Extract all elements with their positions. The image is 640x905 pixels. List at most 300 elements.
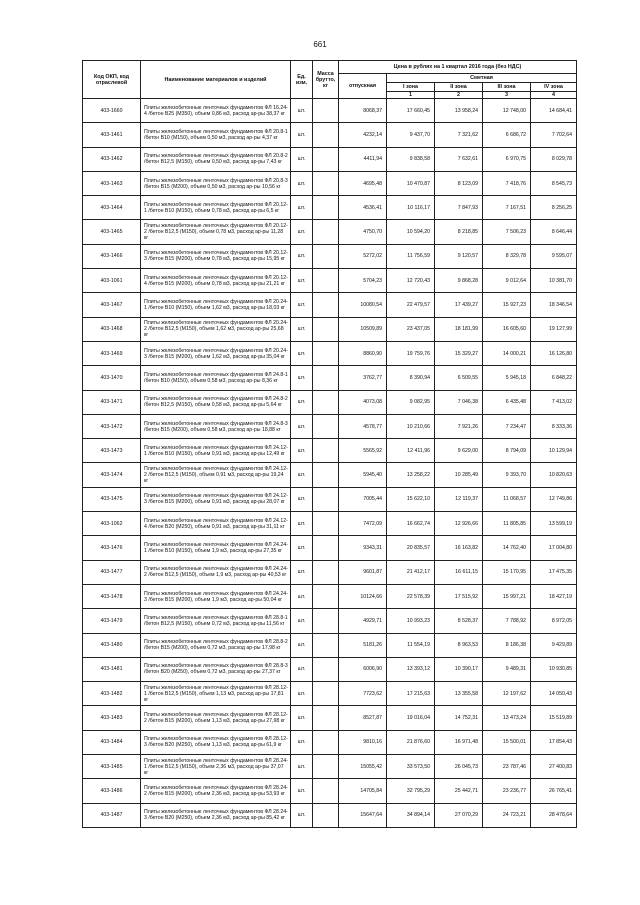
row-release-price: 10080,54	[339, 293, 387, 317]
row-zone-1-price: 11 756,59	[387, 244, 435, 268]
row-release-price: 7472,09	[339, 512, 387, 536]
row-zone-1-price: 32 795,29	[387, 779, 435, 803]
row-name: Плиты железобетонные ленточных фундаментов ФЛ 24.12-4 /бетон В20 (М250), объем 0,91 м3, расход ар-ры 31,11 кг	[141, 512, 291, 536]
row-zone-2-price: 10 285,49	[435, 463, 483, 487]
row-mass	[313, 293, 339, 317]
row-zone-4-price: 9 429,89	[531, 633, 577, 657]
row-unit: шт.	[291, 512, 313, 536]
table-row	[83, 682, 577, 706]
row-zone-4-price: 7 413,02	[531, 390, 577, 414]
table-row	[83, 755, 577, 779]
row-zone-1-price: 33 573,50	[387, 755, 435, 779]
row-mass	[313, 560, 339, 584]
row-zone-4-price: 8 029,78	[531, 147, 577, 171]
row-release-price: 4750,70	[339, 220, 387, 244]
row-zone-2-price: 12 926,66	[435, 512, 483, 536]
zone-2-header: II зона	[435, 83, 483, 92]
row-mass	[313, 487, 339, 511]
row-unit: шт.	[291, 463, 313, 487]
row-zone-3-price: 13 473,24	[483, 706, 531, 730]
row-code: 403-1479	[83, 609, 141, 633]
row-name: Плиты железобетонные ленточных фундаментов ФЛ 28.8-1 /бетон В12,5 (М150), объем 0,72 м3, расход ар-ры 11,56 кг	[141, 609, 291, 633]
table-row	[83, 560, 577, 584]
row-zone-3-price: 7 788,92	[483, 609, 531, 633]
row-zone-3-price: 23 787,46	[483, 755, 531, 779]
row-zone-2-price: 17 515,92	[435, 584, 483, 608]
row-name: Плиты железобетонные ленточных фундаментов ФЛ 16.24-4 /бетон В25 (М350), объем 0,86 м3, расход ар-ры 38,37 кг	[141, 99, 291, 123]
row-zone-2-price: 16 163,82	[435, 536, 483, 560]
table-row	[83, 147, 577, 171]
row-mass	[313, 196, 339, 220]
row-zone-3-price: 23 236,77	[483, 779, 531, 803]
row-name: Плиты железобетонные ленточных фундаментов ФЛ 24.12-1 /бетон В10 (М150), объем 0,91 м3, расход ар-ры 12,49 кг	[141, 439, 291, 463]
row-mass	[313, 123, 339, 147]
row-zone-2-price: 8 963,53	[435, 633, 483, 657]
row-unit: шт.	[291, 196, 313, 220]
row-zone-2-price: 27 070,29	[435, 803, 483, 827]
row-code: 403-1482	[83, 682, 141, 706]
table-body	[83, 99, 577, 828]
row-release-price: 9810,16	[339, 730, 387, 754]
row-zone-3-price: 16 605,60	[483, 317, 531, 341]
row-zone-3-price: 8 186,38	[483, 633, 531, 657]
row-zone-2-price: 13 355,58	[435, 682, 483, 706]
row-code: 403-1061	[83, 269, 141, 293]
row-mass	[313, 341, 339, 365]
row-zone-3-price: 15 170,95	[483, 560, 531, 584]
row-unit: шт.	[291, 244, 313, 268]
table-row	[83, 171, 577, 195]
row-zone-3-price: 7 506,23	[483, 220, 531, 244]
row-release-price: 8527,87	[339, 706, 387, 730]
row-zone-1-price: 10 116,17	[387, 196, 435, 220]
row-zone-1-price: 16 662,74	[387, 512, 435, 536]
row-zone-4-price: 10 381,70	[531, 269, 577, 293]
price-table	[82, 60, 577, 828]
row-release-price: 5704,23	[339, 269, 387, 293]
row-name: Плиты железобетонные ленточных фундаментов ФЛ 28.12-3 /бетон В20 (М250), объем 1,13 м3, расход ар-ры 61,9 кг	[141, 730, 291, 754]
col-price-header: Цена в рублях на 1 квартал 2016 года (без НДС)	[339, 61, 577, 74]
row-name: Плиты железобетонные ленточных фундаментов ФЛ 28.24-2 /бетон В15 (М200), объем 2,36 м3, расход ар-ры 53,93 кг	[141, 779, 291, 803]
row-code: 403-1470	[83, 366, 141, 390]
row-mass	[313, 414, 339, 438]
row-unit: шт.	[291, 439, 313, 463]
row-release-price: 4232,14	[339, 123, 387, 147]
row-unit: шт.	[291, 682, 313, 706]
row-zone-3-price: 6 435,48	[483, 390, 531, 414]
row-name: Плиты железобетонные ленточных фундаментов ФЛ 20.8-2 /бетон В12,5 (М150), объем 0,50 м3, расход ар-ры 7,43 кг	[141, 147, 291, 171]
row-unit: шт.	[291, 317, 313, 341]
row-unit: шт.	[291, 633, 313, 657]
table-row	[83, 609, 577, 633]
row-name: Плиты железобетонные ленточных фундаментов ФЛ 20.12-4 /бетон В15 (М200), объем 0,78 м3, расход ар-ры 21,21 кг	[141, 269, 291, 293]
row-zone-3-price: 7 418,76	[483, 171, 531, 195]
row-code: 403-1660	[83, 99, 141, 123]
row-unit: шт.	[291, 560, 313, 584]
row-release-price: 5272,02	[339, 244, 387, 268]
row-code: 403-1484	[83, 730, 141, 754]
row-zone-2-price: 15 329,27	[435, 341, 483, 365]
table-row	[83, 633, 577, 657]
row-name: Плиты железобетонные ленточных фундаментов ФЛ 20.12-1 /бетон В10 (М150), объем 0,78 м3, расход ар-ры 6,5 кг	[141, 196, 291, 220]
row-zone-2-price: 14 752,31	[435, 706, 483, 730]
row-unit: шт.	[291, 123, 313, 147]
table-row	[83, 463, 577, 487]
row-code: 403-1467	[83, 293, 141, 317]
row-code: 403-1466	[83, 244, 141, 268]
row-mass	[313, 366, 339, 390]
row-zone-1-price: 22 479,57	[387, 293, 435, 317]
col-unit-header: Ед. изм.	[291, 61, 313, 99]
row-zone-1-price: 34 894,14	[387, 803, 435, 827]
row-name: Плиты железобетонные ленточных фундаментов ФЛ 24.12-2 /бетон В12,5 (М150), объем 0,91 м3, расход ар-ры 19,24 кг	[141, 463, 291, 487]
table-row	[83, 220, 577, 244]
row-code: 403-1461	[83, 123, 141, 147]
row-name: Плиты железобетонные ленточных фундаментов ФЛ 24.8-1 /бетон В10 (М150), объем 0,58 м3, расход ар-ры 8,36 кг	[141, 366, 291, 390]
row-zone-4-price: 8 545,73	[531, 171, 577, 195]
table-row	[83, 706, 577, 730]
row-zone-4-price: 10 820,63	[531, 463, 577, 487]
row-zone-1-price: 9 838,58	[387, 147, 435, 171]
row-release-price: 9601,87	[339, 560, 387, 584]
row-release-price: 10509,89	[339, 317, 387, 341]
row-name: Плиты железобетонные ленточных фундаментов ФЛ 24.24-1 /бетон В10 (М150), объем 1,9 м3, расход ар-ры 27,35 кг	[141, 536, 291, 560]
table-row	[83, 196, 577, 220]
table-row	[83, 536, 577, 560]
row-code: 403-1465	[83, 220, 141, 244]
row-zone-2-price: 25 442,71	[435, 779, 483, 803]
row-release-price: 8860,90	[339, 341, 387, 365]
row-release-price: 14705,84	[339, 779, 387, 803]
row-code: 403-1477	[83, 560, 141, 584]
row-code: 403-1475	[83, 487, 141, 511]
row-zone-2-price: 7 921,26	[435, 414, 483, 438]
row-unit: шт.	[291, 657, 313, 681]
col-number: 1	[387, 92, 435, 99]
row-release-price: 4578,77	[339, 414, 387, 438]
row-zone-3-price: 9 489,31	[483, 657, 531, 681]
row-zone-1-price: 21 876,60	[387, 730, 435, 754]
row-zone-4-price: 18 346,54	[531, 293, 577, 317]
table-row	[83, 584, 577, 608]
row-zone-1-price: 17 215,63	[387, 682, 435, 706]
table-row	[83, 269, 577, 293]
row-zone-2-price: 9 120,57	[435, 244, 483, 268]
row-code: 403-1464	[83, 196, 141, 220]
table-row	[83, 730, 577, 754]
col-number: 3	[483, 92, 531, 99]
row-code: 403-1469	[83, 341, 141, 365]
col-number: 4	[531, 92, 577, 99]
table-row	[83, 657, 577, 681]
row-zone-2-price: 17 439,27	[435, 293, 483, 317]
row-mass	[313, 536, 339, 560]
row-zone-4-price: 17 854,43	[531, 730, 577, 754]
row-unit: шт.	[291, 366, 313, 390]
row-mass	[313, 682, 339, 706]
zone-3-header: III зона	[483, 83, 531, 92]
row-zone-2-price: 7 847,93	[435, 196, 483, 220]
row-mass	[313, 657, 339, 681]
row-zone-3-price: 8 329,78	[483, 244, 531, 268]
row-code: 403-1483	[83, 706, 141, 730]
row-unit: шт.	[291, 269, 313, 293]
row-zone-1-price: 10 993,23	[387, 609, 435, 633]
table-row	[83, 779, 577, 803]
row-zone-2-price: 8 123,09	[435, 171, 483, 195]
row-zone-2-price: 8 218,85	[435, 220, 483, 244]
col-release-header: отпускная	[339, 74, 387, 99]
row-zone-4-price: 7 702,64	[531, 123, 577, 147]
col-mass-header: Масса брутто, кг	[313, 61, 339, 99]
row-release-price: 7723,62	[339, 682, 387, 706]
row-zone-3-price: 11 805,85	[483, 512, 531, 536]
row-name: Плиты железобетонные ленточных фундаментов ФЛ 28.8-2 /бетон В15 (М200), объем 0,72 м3, расход ар-ры 17,98 кг	[141, 633, 291, 657]
row-zone-3-price: 12 748,00	[483, 99, 531, 123]
row-mass	[313, 706, 339, 730]
table-row	[83, 512, 577, 536]
row-zone-2-price: 13 958,24	[435, 99, 483, 123]
table-row	[83, 390, 577, 414]
row-zone-4-price: 17 004,80	[531, 536, 577, 560]
row-zone-4-price: 28 478,64	[531, 803, 577, 827]
row-name: Плиты железобетонные ленточных фундаментов ФЛ 20.24-1 /бетон В10 (М150), объем 1,62 м3, расход ар-ры 18,03 кг	[141, 293, 291, 317]
row-zone-1-price: 10 210,66	[387, 414, 435, 438]
row-release-price: 7005,44	[339, 487, 387, 511]
row-zone-4-price: 27 400,83	[531, 755, 577, 779]
row-zone-4-price: 16 126,80	[531, 341, 577, 365]
row-name: Плиты железобетонные ленточных фундаментов ФЛ 20.24-3 /бетон В15 (М200), объем 1,62 м3, расход ар-ры 35,04 кг	[141, 341, 291, 365]
row-zone-3-price: 15 927,23	[483, 293, 531, 317]
row-name: Плиты железобетонные ленточных фундаментов ФЛ 20.12-2 /бетон В12,5 (М150), объем 0,78 м3, расход ар-ры 11,28 кг	[141, 220, 291, 244]
row-zone-3-price: 14 000,21	[483, 341, 531, 365]
zone-4-header: IV зона	[531, 83, 577, 92]
row-code: 403-1478	[83, 584, 141, 608]
row-name: Плиты железобетонные ленточных фундаментов ФЛ 20.8-1 /бетон В10 (М150), объем 0,50 м3, расход ар-ры 4,37 кг	[141, 123, 291, 147]
row-name: Плиты железобетонные ленточных фундаментов ФЛ 28.12-1 /бетон В12,5 (М150), объем 1,13 м3, расход ар-ры 17,81 кг	[141, 682, 291, 706]
row-zone-1-price: 22 578,39	[387, 584, 435, 608]
row-zone-1-price: 12 720,43	[387, 269, 435, 293]
row-release-price: 9343,31	[339, 536, 387, 560]
row-zone-3-price: 5 945,18	[483, 366, 531, 390]
row-zone-1-price: 19 016,04	[387, 706, 435, 730]
row-zone-1-price: 12 411,96	[387, 439, 435, 463]
row-zone-3-price: 8 794,09	[483, 439, 531, 463]
row-zone-2-price: 16 611,15	[435, 560, 483, 584]
row-unit: шт.	[291, 99, 313, 123]
row-zone-1-price: 10 594,20	[387, 220, 435, 244]
row-zone-2-price: 8 528,37	[435, 609, 483, 633]
row-mass	[313, 633, 339, 657]
row-release-price: 8068,37	[339, 99, 387, 123]
row-name: Плиты железобетонные ленточных фундаментов ФЛ 20.24-2 /бетон В12,5 (М150), объем 1,62 м3, расход ар-ры 25,68 кг	[141, 317, 291, 341]
row-code: 403-1062	[83, 512, 141, 536]
row-zone-4-price: 8 972,05	[531, 609, 577, 633]
col-code-header: Код ОКП, код отраслевой	[83, 61, 141, 99]
col-estimated-header: Сметная	[387, 74, 577, 83]
row-mass	[313, 730, 339, 754]
row-zone-1-price: 13 393,12	[387, 657, 435, 681]
row-code: 403-1476	[83, 536, 141, 560]
row-mass	[313, 171, 339, 195]
table-row	[83, 487, 577, 511]
row-zone-4-price: 13 599,19	[531, 512, 577, 536]
row-zone-4-price: 15 519,89	[531, 706, 577, 730]
row-unit: шт.	[291, 609, 313, 633]
table-row	[83, 99, 577, 123]
row-zone-4-price: 6 848,22	[531, 366, 577, 390]
row-zone-2-price: 12 119,37	[435, 487, 483, 511]
row-zone-2-price: 16 971,48	[435, 730, 483, 754]
row-release-price: 4536,41	[339, 196, 387, 220]
row-unit: шт.	[291, 293, 313, 317]
row-mass	[313, 147, 339, 171]
row-code: 403-1474	[83, 463, 141, 487]
row-unit: шт.	[291, 803, 313, 827]
row-zone-4-price: 14 050,43	[531, 682, 577, 706]
row-unit: шт.	[291, 341, 313, 365]
row-zone-2-price: 6 509,55	[435, 366, 483, 390]
row-zone-4-price: 10 129,94	[531, 439, 577, 463]
row-release-price: 4411,94	[339, 147, 387, 171]
row-code: 403-1480	[83, 633, 141, 657]
row-zone-1-price: 20 835,57	[387, 536, 435, 560]
row-mass	[313, 584, 339, 608]
row-zone-2-price: 7 046,38	[435, 390, 483, 414]
row-name: Плиты железобетонные ленточных фундаментов ФЛ 24.8-2 /бетон В12,5 (М150), объем 0,58 м3, расход ар-ры 5,64 кг	[141, 390, 291, 414]
row-unit: шт.	[291, 755, 313, 779]
row-zone-2-price: 7 632,61	[435, 147, 483, 171]
row-unit: шт.	[291, 220, 313, 244]
row-release-price: 3762,77	[339, 366, 387, 390]
row-mass	[313, 512, 339, 536]
row-release-price: 5181,26	[339, 633, 387, 657]
row-name: Плиты железобетонные ленточных фундаментов ФЛ 24.12-3 /бетон В15 (М200), объем 0,91 м3, расход ар-ры 28,07 кг	[141, 487, 291, 511]
row-name: Плиты железобетонные ленточных фундаментов ФЛ 24.24-2 /бетон В12,5 (М150), объем 1,9 м3, расход ар-ры 40,53 кг	[141, 560, 291, 584]
row-code: 403-1481	[83, 657, 141, 681]
row-unit: шт.	[291, 487, 313, 511]
row-release-price: 6006,90	[339, 657, 387, 681]
row-zone-1-price: 10 470,87	[387, 171, 435, 195]
row-zone-3-price: 6 686,72	[483, 123, 531, 147]
row-zone-1-price: 11 554,19	[387, 633, 435, 657]
row-zone-3-price: 9 393,70	[483, 463, 531, 487]
row-name: Плиты железобетонные ленточных фундаментов ФЛ 28.12-2 /бетон В15 (М200), объем 1,13 м3, расход ар-ры 27,98 кг	[141, 706, 291, 730]
row-release-price: 10124,66	[339, 584, 387, 608]
row-zone-2-price: 7 321,62	[435, 123, 483, 147]
row-unit: шт.	[291, 147, 313, 171]
row-mass	[313, 463, 339, 487]
row-name: Плиты железобетонные ленточных фундаментов ФЛ 28.24-1 /бетон В12,5 (М150), объем 2,36 м3, расход ар-ры 37,07 кг	[141, 755, 291, 779]
row-release-price: 4695,48	[339, 171, 387, 195]
row-name: Плиты железобетонные ленточных фундаментов ФЛ 28.24-3 /бетон В20 (М250), объем 2,36 м3, расход ар-ры 85,42 кг	[141, 803, 291, 827]
row-code: 403-1468	[83, 317, 141, 341]
row-mass	[313, 803, 339, 827]
row-mass	[313, 317, 339, 341]
zone-1-header: I зона	[387, 83, 435, 92]
row-zone-2-price: 10 390,17	[435, 657, 483, 681]
row-zone-1-price: 9 082,95	[387, 390, 435, 414]
row-zone-1-price: 19 759,76	[387, 341, 435, 365]
row-code: 403-1462	[83, 147, 141, 171]
row-zone-2-price: 9 629,00	[435, 439, 483, 463]
row-zone-1-price: 13 258,22	[387, 463, 435, 487]
row-unit: шт.	[291, 584, 313, 608]
table-row	[83, 803, 577, 827]
row-code: 403-1472	[83, 414, 141, 438]
table-row	[83, 123, 577, 147]
row-name: Плиты железобетонные ленточных фундаментов ФЛ 28.8-3 /бетон В20 (М250), объем 0,72 м3, расход ар-ры 27,37 кг	[141, 657, 291, 681]
table-row	[83, 341, 577, 365]
table-row	[83, 317, 577, 341]
row-code: 403-1487	[83, 803, 141, 827]
row-code: 403-1471	[83, 390, 141, 414]
row-name: Плиты железобетонные ленточных фундаментов ФЛ 24.8-3 /бетон В15 (М200), объем 0,58 м3, расход ар-ры 18,88 кг	[141, 414, 291, 438]
row-release-price: 5945,40	[339, 463, 387, 487]
row-zone-4-price: 8 256,25	[531, 196, 577, 220]
table-row	[83, 293, 577, 317]
row-unit: шт.	[291, 536, 313, 560]
row-zone-3-price: 9 012,64	[483, 269, 531, 293]
row-zone-4-price: 19 127,99	[531, 317, 577, 341]
row-zone-1-price: 17 660,45	[387, 99, 435, 123]
row-release-price: 5565,92	[339, 439, 387, 463]
row-code: 403-1473	[83, 439, 141, 463]
row-zone-3-price: 14 762,40	[483, 536, 531, 560]
col-name-header: Наименование материалов и изделий	[141, 61, 291, 99]
table-row	[83, 439, 577, 463]
row-zone-1-price: 21 412,17	[387, 560, 435, 584]
row-zone-4-price: 12 749,86	[531, 487, 577, 511]
row-unit: шт.	[291, 779, 313, 803]
row-release-price: 4929,71	[339, 609, 387, 633]
row-mass	[313, 755, 339, 779]
row-zone-4-price: 10 930,85	[531, 657, 577, 681]
row-zone-4-price: 9 595,07	[531, 244, 577, 268]
row-code: 403-1463	[83, 171, 141, 195]
row-unit: шт.	[291, 171, 313, 195]
row-zone-3-price: 7 234,47	[483, 414, 531, 438]
row-zone-4-price: 8 333,36	[531, 414, 577, 438]
table-row	[83, 414, 577, 438]
row-mass	[313, 220, 339, 244]
row-unit: шт.	[291, 706, 313, 730]
page-number: 661	[313, 40, 327, 49]
row-zone-3-price: 11 068,57	[483, 487, 531, 511]
row-code: 403-1486	[83, 779, 141, 803]
row-zone-4-price: 18 427,19	[531, 584, 577, 608]
row-zone-1-price: 23 437,05	[387, 317, 435, 341]
row-zone-4-price: 8 646,44	[531, 220, 577, 244]
row-zone-2-price: 18 181,99	[435, 317, 483, 341]
row-name: Плиты железобетонные ленточных фундаментов ФЛ 20.12-3 /бетон В15 (М200), объем 0,78 м3, расход ар-ры 15,95 кг	[141, 244, 291, 268]
table-row	[83, 244, 577, 268]
row-mass	[313, 609, 339, 633]
table-header	[83, 61, 577, 99]
row-mass	[313, 244, 339, 268]
row-unit: шт.	[291, 730, 313, 754]
row-zone-3-price: 7 167,51	[483, 196, 531, 220]
row-unit: шт.	[291, 390, 313, 414]
row-zone-3-price: 24 723,21	[483, 803, 531, 827]
row-mass	[313, 99, 339, 123]
row-zone-1-price: 9 437,70	[387, 123, 435, 147]
row-release-price: 4073,08	[339, 390, 387, 414]
table-row	[83, 366, 577, 390]
row-release-price: 15055,42	[339, 755, 387, 779]
row-zone-1-price: 8 390,94	[387, 366, 435, 390]
row-mass	[313, 269, 339, 293]
